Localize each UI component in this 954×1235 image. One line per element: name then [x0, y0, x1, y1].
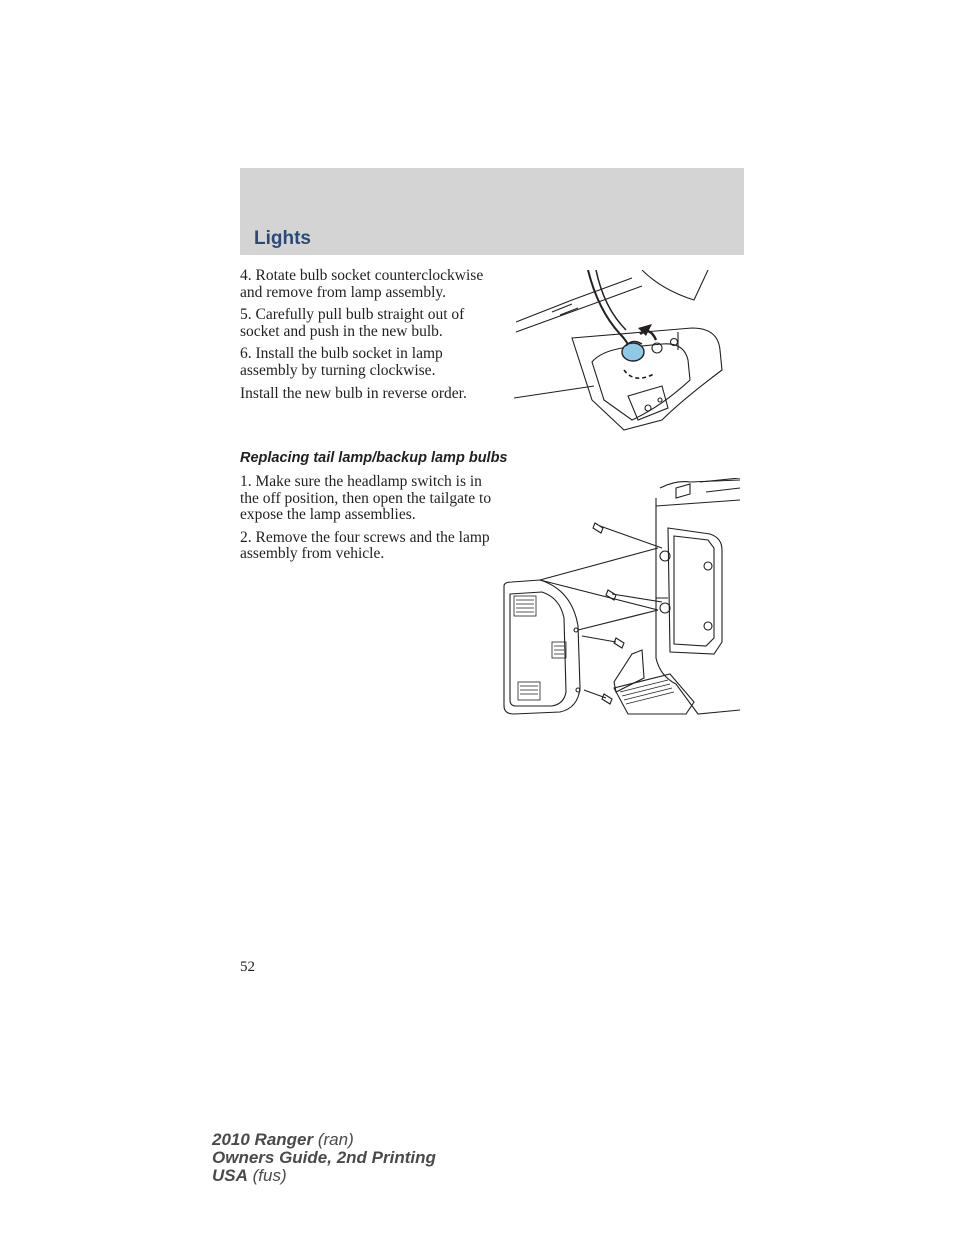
footer-market: USA — [212, 1166, 248, 1185]
step-6: 6. Install the bulb socket in lamp assembly by turning clockwise. — [240, 345, 443, 379]
section-header-band — [240, 168, 744, 255]
tail-lamp-illustration — [500, 478, 742, 732]
page-number: 52 — [240, 959, 255, 975]
subsection-title: Replacing tail lamp/backup lamp bulbs — [240, 450, 508, 466]
footer-line-3 — [212, 1167, 436, 1185]
footer-line-2: Owners Guide, 2nd Printing — [212, 1148, 436, 1167]
footer-model: 2010 Ranger — [212, 1130, 314, 1149]
document-footer — [212, 1131, 436, 1185]
footer-market-code: (fus) — [247, 1166, 287, 1185]
steps-top — [240, 268, 492, 408]
steps-bottom — [240, 474, 492, 569]
bulb-socket-illustration — [512, 270, 734, 432]
footer-model-code: (ran) — [313, 1130, 354, 1149]
step-1: 1. Make sure the headlamp switch is in the off position, then open the tailgate to expose the lamp assemblies. — [240, 473, 492, 524]
footer-line-1 — [212, 1131, 436, 1149]
step-4: 4. Rotate bulb socket counterclockwise and remove from lamp assembly. — [240, 267, 484, 301]
step-reverse-note: Install the new bulb in reverse order. — [240, 384, 467, 402]
section-title: Lights — [254, 228, 311, 249]
step-2: 2. Remove the four screws and the lamp assembly from vehicle. — [240, 528, 490, 563]
step-5: 5. Carefully pull bulb straight out of socket and push in the new bulb. — [240, 306, 465, 340]
